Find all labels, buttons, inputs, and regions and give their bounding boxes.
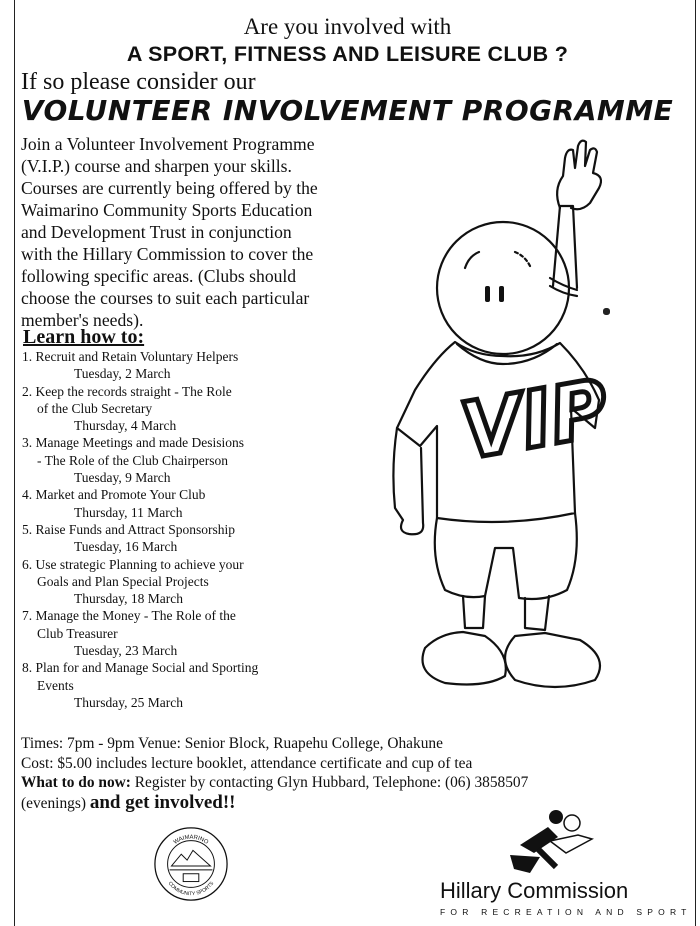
seal-top-text: WAIMARINO	[172, 834, 210, 846]
hillary-commission-title: Hillary Commission	[440, 878, 629, 903]
course-title: 7. Manage the Money - The Role of the	[22, 608, 236, 624]
get-involved-text: and get involved!!	[89, 791, 236, 813]
course-title-cont: Events	[37, 677, 74, 693]
intro-line: (V.I.P.) course and sharpen your skills.	[21, 156, 292, 176]
evenings-text: (evenings)	[21, 794, 86, 812]
course-date: Tuesday, 16 March	[74, 539, 178, 555]
ink-speck	[603, 308, 610, 315]
right-border	[695, 0, 696, 926]
course-date: Tuesday, 23 March	[74, 643, 178, 659]
header-line-2: A SPORT, FITNESS AND LEISURE CLUB ?	[126, 42, 569, 66]
course-title: 8. Plan for and Manage Social and Sporting	[22, 660, 259, 676]
course-title: 3. Manage Meetings and made Desisions	[22, 435, 244, 451]
course-title: 4. Market and Promote Your Club	[22, 487, 206, 503]
course-title: 2. Keep the records straight - The Role	[22, 383, 232, 399]
course-title-cont: Goals and Plan Special Projects	[37, 573, 209, 589]
vip-mascot-illustration	[385, 128, 615, 708]
intro-line: choose the courses to suit each particular	[21, 288, 310, 308]
course-date: Thursday, 18 March	[74, 591, 183, 607]
register-text: Register by contacting Glyn Hubbard, Telephone: (06) 3858507	[130, 774, 529, 791]
what-to-do-label: What to do now:	[21, 774, 131, 791]
intro-line: and Development Trust in conjunction	[21, 222, 292, 242]
intro-line: Join a Volunteer Involvement Programme	[21, 134, 315, 154]
shirt-vip-lettering: VIP	[454, 363, 615, 478]
programme-title: VOLUNTEER INVOLVEMENT PROGRAMME	[21, 94, 674, 127]
cost-line: Cost: $5.00 includes lecture booklet, attendance certificate and cup of tea	[21, 754, 473, 772]
intro-line: Courses are currently being offered by the	[21, 178, 318, 198]
header-line-3: If so please consider our	[21, 69, 256, 95]
course-date: Thursday, 4 March	[74, 418, 177, 434]
course-title-cont: of the Club Secretary	[37, 400, 153, 416]
register-line	[21, 773, 691, 793]
left-border	[14, 0, 15, 926]
course-title-cont: - The Role of the Club Chairperson	[37, 452, 228, 468]
waimarino-seal-logo	[152, 825, 230, 903]
course-date: Tuesday, 2 March	[74, 366, 171, 382]
intro-paragraph	[21, 133, 371, 331]
hillary-commission-runner-icon	[500, 805, 600, 875]
hillary-commission-subtitle: FOR RECREATION AND SPORT	[440, 907, 692, 917]
course-list	[22, 348, 352, 711]
svg-text:COMMUNITY SPORTS	[167, 880, 216, 897]
svg-text:WAIMARINO	[173, 835, 210, 846]
learn-heading: Learn how to:	[23, 326, 145, 348]
header-line-1: Are you involved with	[243, 14, 452, 39]
course-title: 5. Raise Funds and Attract Sponsorship	[22, 521, 235, 537]
intro-line: following specific areas. (Clubs should	[21, 266, 297, 286]
intro-line: Waimarino Community Sports Education	[21, 200, 313, 220]
course-date: Thursday, 11 March	[74, 504, 183, 520]
times-venue: Times: 7pm - 9pm Venue: Senior Block, Ruapehu College, Ohakune	[21, 735, 443, 752]
course-title: 6. Use strategic Planning to achieve your	[22, 556, 244, 572]
course-date: Thursday, 25 March	[74, 694, 183, 710]
course-date: Tuesday, 9 March	[74, 470, 171, 486]
seal-bottom-text: COMMUNITY SPORTS	[166, 880, 216, 898]
course-title: 1. Recruit and Retain Voluntary Helpers	[22, 349, 239, 364]
event-details	[21, 734, 691, 813]
course-title-cont: Club Treasurer	[37, 625, 118, 641]
intro-line: with the Hillary Commission to cover the	[21, 244, 314, 264]
intro-line: member's needs).	[21, 310, 144, 330]
